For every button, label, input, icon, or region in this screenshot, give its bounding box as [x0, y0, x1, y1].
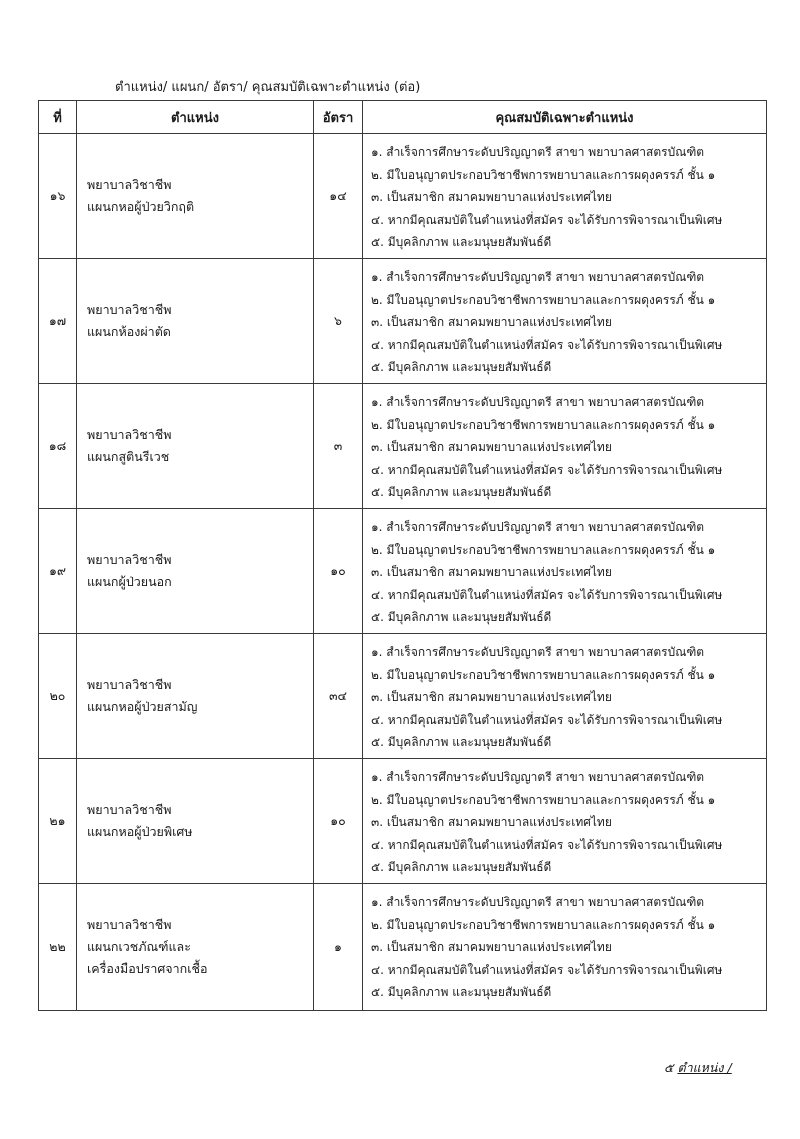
- row-qualifications: [363, 134, 767, 259]
- table-row: [39, 384, 767, 509]
- table-row: [39, 759, 767, 884]
- qualification-item: ๒. มีใบอนุญาตประกอบวิชาชีพการพยาบาลและการผดุงครรภ์ ชั้น ๑: [371, 167, 716, 182]
- qualification-item: ๔. หากมีคุณสมบัติในตำแหน่งที่สมัคร จะได้รับการพิจารณาเป็นพิเศษ: [371, 212, 723, 227]
- qualification-item: ๕. มีบุคลิกภาพ และมนุษยสัมพันธ์ดี: [371, 985, 552, 999]
- table-row: [39, 509, 767, 634]
- table-row: [39, 884, 767, 1011]
- position-title: พยาบาลวิชาชีพ: [87, 677, 172, 692]
- position-title: พยาบาลวิชาชีพ: [87, 917, 172, 932]
- position-department: แผนกหอผู้ป่วยวิกฤติ: [87, 199, 195, 214]
- row-number: ๑๘: [39, 384, 77, 509]
- header-position: ตำแหน่ง: [77, 101, 314, 134]
- row-position: [77, 884, 314, 1011]
- row-qualifications: [363, 259, 767, 384]
- row-qualifications: [363, 634, 767, 759]
- qualification-item: ๒. มีใบอนุญาตประกอบวิชาชีพการพยาบาลและการผดุงครรภ์ ชั้น ๑: [371, 417, 716, 432]
- row-qualifications: [363, 509, 767, 634]
- qualification-item: ๓. เป็นสมาชิก สมาคมพยาบาลแห่งประเทศไทย: [371, 565, 612, 579]
- row-rate: ๑: [314, 884, 363, 1011]
- position-department: แผนกห้องผ่าตัด: [87, 324, 171, 339]
- qualification-item: ๑. สำเร็จการศึกษาระดับปริญญาตรี สาขา พยาบาลศาสตรบัณฑิต: [371, 520, 705, 534]
- position-department: แผนกเวชภัณฑ์และ: [87, 939, 191, 954]
- row-rate: ๖: [314, 259, 363, 384]
- continuation-footer: [664, 1058, 732, 1078]
- position-department: แผนกหอผู้ป่วยพิเศษ: [87, 824, 193, 839]
- row-rate: ๓๔: [314, 634, 363, 759]
- positions-table: [38, 100, 767, 1011]
- position-department: แผนกผู้ป่วยนอก: [87, 574, 172, 589]
- qualification-item: ๔. หากมีคุณสมบัติในตำแหน่งที่สมัคร จะได้รับการพิจารณาเป็นพิเศษ: [371, 712, 723, 727]
- qualification-item: ๕. มีบุคลิกภาพ และมนุษยสัมพันธ์ดี: [371, 860, 552, 874]
- qualification-item: ๔. หากมีคุณสมบัติในตำแหน่งที่สมัคร จะได้รับการพิจารณาเป็นพิเศษ: [371, 962, 723, 977]
- table-row: [39, 634, 767, 759]
- qualification-item: ๔. หากมีคุณสมบัติในตำแหน่งที่สมัคร จะได้รับการพิจารณาเป็นพิเศษ: [371, 337, 723, 352]
- header-no: ที่: [39, 101, 77, 134]
- row-qualifications: [363, 884, 767, 1011]
- qualification-item: ๑. สำเร็จการศึกษาระดับปริญญาตรี สาขา พยาบาลศาสตรบัณฑิต: [371, 770, 705, 784]
- qualification-item: ๓. เป็นสมาชิก สมาคมพยาบาลแห่งประเทศไทย: [371, 315, 612, 329]
- qualification-item: ๓. เป็นสมาชิก สมาคมพยาบาลแห่งประเทศไทย: [371, 815, 612, 829]
- table-header-row: [39, 101, 767, 134]
- row-rate: ๓: [314, 384, 363, 509]
- position-department-cont: เครื่องมือปราศจากเชื้อ: [87, 961, 208, 976]
- qualification-item: ๒. มีใบอนุญาตประกอบวิชาชีพการพยาบาลและการผดุงครรภ์ ชั้น ๑: [371, 667, 716, 682]
- position-department: แผนกหอผู้ป่วยสามัญ: [87, 699, 198, 714]
- header-rate: อัตรา: [314, 101, 363, 134]
- qualification-item: ๕. มีบุคลิกภาพ และมนุษยสัมพันธ์ดี: [371, 610, 552, 624]
- position-title: พยาบาลวิชาชีพ: [87, 302, 172, 317]
- position-title: พยาบาลวิชาชีพ: [87, 427, 172, 442]
- row-position: [77, 384, 314, 509]
- table-row: [39, 134, 767, 259]
- qualification-item: ๔. หากมีคุณสมบัติในตำแหน่งที่สมัคร จะได้รับการพิจารณาเป็นพิเศษ: [371, 462, 723, 477]
- row-position: [77, 509, 314, 634]
- row-position: [77, 634, 314, 759]
- table-row: [39, 259, 767, 384]
- row-position: [77, 259, 314, 384]
- qualification-item: ๓. เป็นสมาชิก สมาคมพยาบาลแห่งประเทศไทย: [371, 940, 612, 954]
- position-title: พยาบาลวิชาชีพ: [87, 552, 172, 567]
- qualification-item: ๒. มีใบอนุญาตประกอบวิชาชีพการพยาบาลและการผดุงครรภ์ ชั้น ๑: [371, 292, 716, 307]
- row-number: ๑๖: [39, 134, 77, 259]
- qualification-item: ๑. สำเร็จการศึกษาระดับปริญญาตรี สาขา พยาบาลศาสตรบัณฑิต: [371, 270, 705, 284]
- qualification-item: ๑. สำเร็จการศึกษาระดับปริญญาตรี สาขา พยาบาลศาสตรบัณฑิต: [371, 645, 705, 659]
- qualification-item: ๑. สำเร็จการศึกษาระดับปริญญาตรี สาขา พยาบาลศาสตรบัณฑิต: [371, 145, 705, 159]
- row-number: ๒๑: [39, 759, 77, 884]
- row-position: [77, 759, 314, 884]
- qualification-item: ๕. มีบุคลิกภาพ และมนุษยสัมพันธ์ดี: [371, 235, 552, 249]
- footer-number: ๕: [664, 1060, 674, 1075]
- qualification-item: ๒. มีใบอนุญาตประกอบวิชาชีพการพยาบาลและการผดุงครรภ์ ชั้น ๑: [371, 917, 716, 932]
- table-caption: ตำแหน่ง/ แผนก/ อัตรา/ คุณสมบัติเฉพาะตำแหน่ง (ต่อ): [115, 80, 421, 95]
- row-qualifications: [363, 384, 767, 509]
- qualification-item: ๑. สำเร็จการศึกษาระดับปริญญาตรี สาขา พยาบาลศาสตรบัณฑิต: [371, 395, 705, 409]
- qualification-item: ๕. มีบุคลิกภาพ และมนุษยสัมพันธ์ดี: [371, 485, 552, 499]
- row-qualifications: [363, 759, 767, 884]
- row-position: [77, 134, 314, 259]
- position-title: พยาบาลวิชาชีพ: [87, 802, 172, 817]
- qualification-item: ๔. หากมีคุณสมบัติในตำแหน่งที่สมัคร จะได้รับการพิจารณาเป็นพิเศษ: [371, 587, 723, 602]
- row-rate: ๑๔: [314, 134, 363, 259]
- qualification-item: ๔. หากมีคุณสมบัติในตำแหน่งที่สมัคร จะได้รับการพิจารณาเป็นพิเศษ: [371, 837, 723, 852]
- qualification-item: ๒. มีใบอนุญาตประกอบวิชาชีพการพยาบาลและการผดุงครรภ์ ชั้น ๑: [371, 792, 716, 807]
- position-department: แผนกสูตินรีเวช: [87, 449, 170, 464]
- qualification-item: ๓. เป็นสมาชิก สมาคมพยาบาลแห่งประเทศไทย: [371, 690, 612, 704]
- row-number: ๑๗: [39, 259, 77, 384]
- qualification-item: ๕. มีบุคลิกภาพ และมนุษยสัมพันธ์ดี: [371, 735, 552, 749]
- table-body: [39, 134, 767, 1011]
- qualification-item: ๓. เป็นสมาชิก สมาคมพยาบาลแห่งประเทศไทย: [371, 440, 612, 454]
- row-number: ๒๐: [39, 634, 77, 759]
- row-number: ๒๒: [39, 884, 77, 1011]
- row-rate: ๑๐: [314, 759, 363, 884]
- header-qualifications: คุณสมบัติเฉพาะตำแหน่ง: [363, 101, 767, 134]
- qualification-item: ๕. มีบุคลิกภาพ และมนุษยสัมพันธ์ดี: [371, 360, 552, 374]
- footer-text: ตำแหน่ง /: [677, 1060, 732, 1075]
- position-title: พยาบาลวิชาชีพ: [87, 177, 172, 192]
- row-rate: ๑๐: [314, 509, 363, 634]
- qualification-item: ๒. มีใบอนุญาตประกอบวิชาชีพการพยาบาลและการผดุงครรภ์ ชั้น ๑: [371, 542, 716, 557]
- qualification-item: ๓. เป็นสมาชิก สมาคมพยาบาลแห่งประเทศไทย: [371, 190, 612, 204]
- qualification-item: ๑. สำเร็จการศึกษาระดับปริญญาตรี สาขา พยาบาลศาสตรบัณฑิต: [371, 895, 705, 909]
- row-number: ๑๙: [39, 509, 77, 634]
